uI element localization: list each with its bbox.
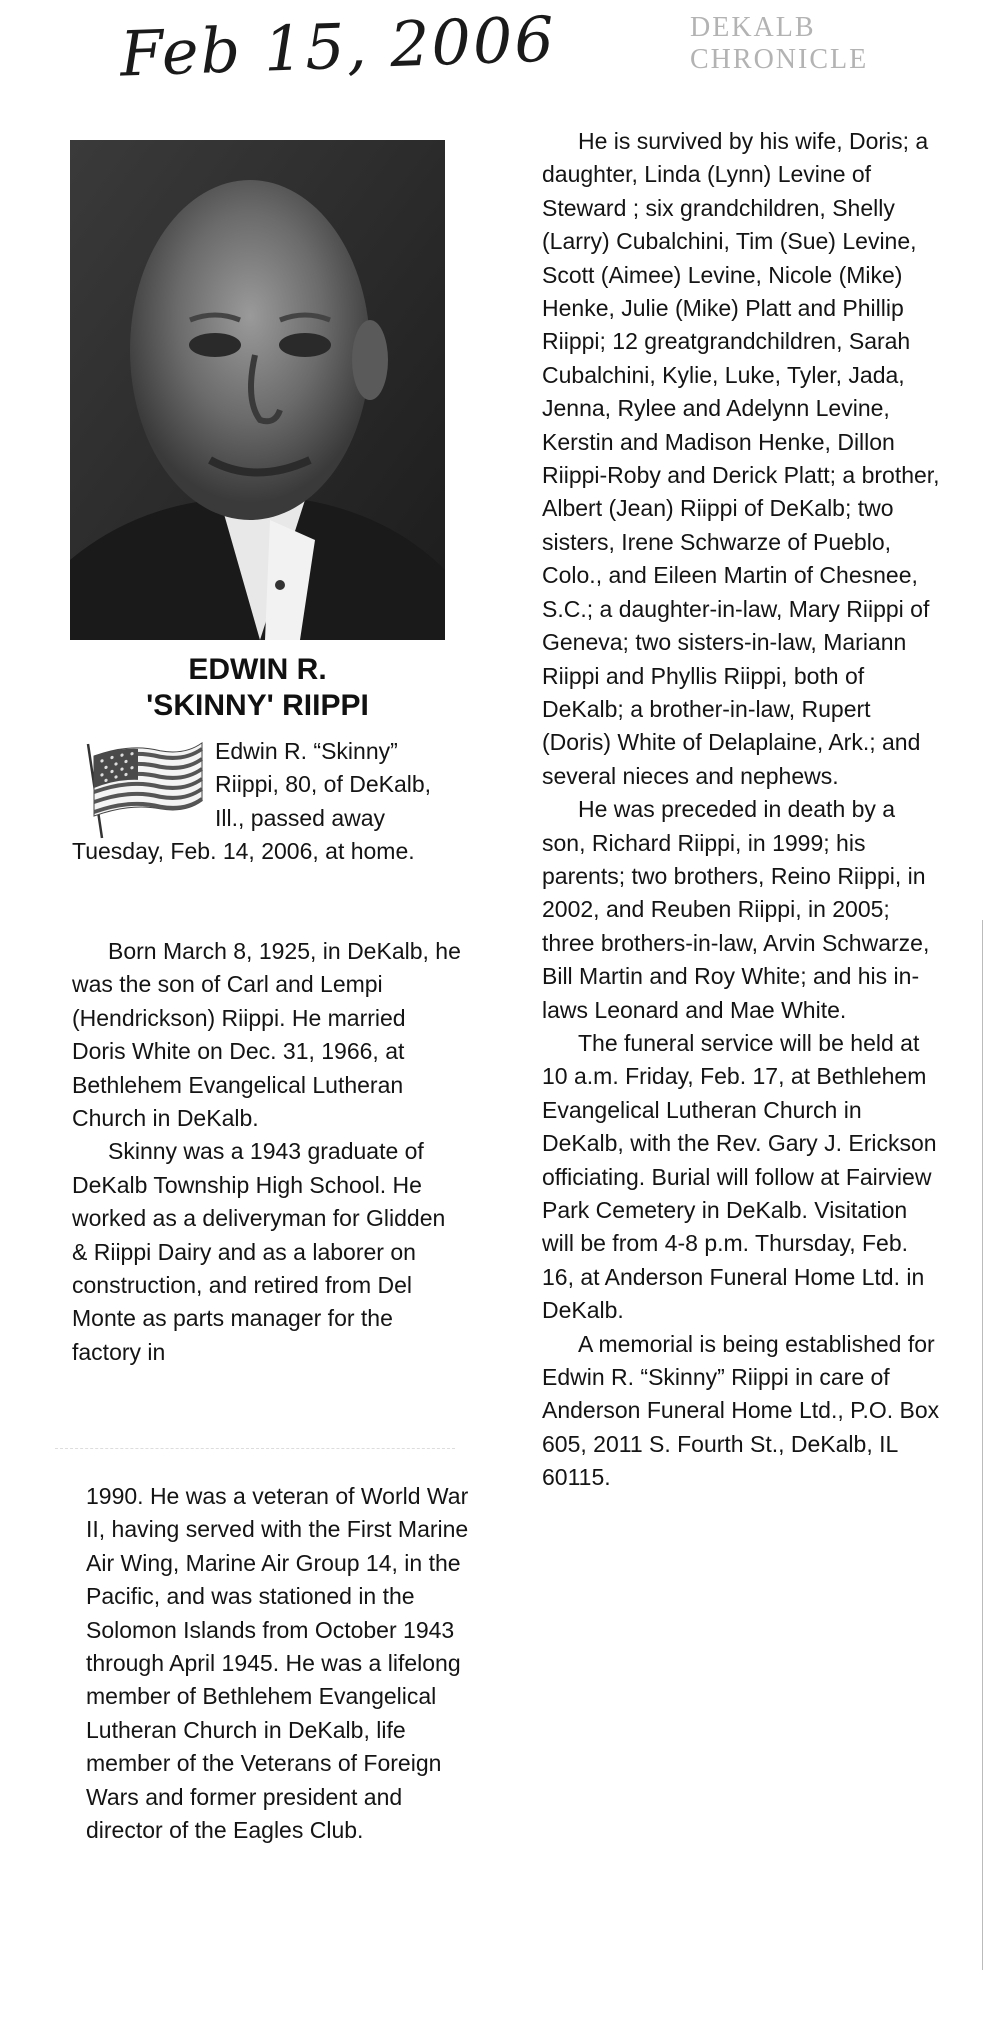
obituary-lead bbox=[72, 735, 462, 869]
portrait-photo bbox=[70, 140, 445, 640]
paragraph-funeral: The funeral service will be held at 10 a.m. Friday, Feb. 17, at Bethlehem Evangelical Lutheran Church in DeKalb, with the Rev. Gary J. Erickson officiating. Burial will follow at Fairview Park Cemetery in DeKalb. Visitation will be from 4-8 p.m. Thursday, Feb. 16, at Anderson Funeral Home Ltd. in DeKalb. bbox=[542, 1029, 937, 1324]
paragraph-military: 1990. He was a veteran of World War II, having served with the First Marine Air Wing, Marine Air Group 14, in the Pacific, and was stationed in the Solomon Islands from October 1943 through April 1945. He was a lifelong member of Bethlehem Evangelical Lutheran Church in DeKalb, life member of the Veterans of Foreign Wars and former president and director of the Eagles Club. bbox=[86, 1483, 469, 1844]
left-column-lower bbox=[86, 1480, 476, 1847]
masthead-fragment: DEKALB CHRONICLE bbox=[690, 12, 869, 75]
paragraph-preceded: He was preceded in death by a son, Richard Riippi, in 1999; his parents; two brothers, Reino Riippi, in 2002, and Reuben Riippi, in 2005; three brothers-in-law, Arvin Schwarze, Bill Martin and Roy White; and his in-laws Leonard and Mae White. bbox=[542, 796, 930, 1023]
headline-nickname: 'SKINNY' RIIPPI bbox=[146, 689, 369, 722]
headline-name: EDWIN R. bbox=[188, 653, 327, 686]
lead-first-lines: Edwin R. “Skinny” Riippi, 80, of DeKalb, Ill., passed away bbox=[215, 738, 432, 831]
paragraph-memorial: A memorial is being established for Edwin R. “Skinny” Riippi in care of Anderson Funeral Home Ltd., P.O. Box 605, 2011 S. Fourth St., DeKalb, IL 60115. bbox=[542, 1330, 940, 1491]
clipping-cut-line bbox=[55, 1448, 455, 1473]
paragraph-birth: Born March 8, 1925, in DeKalb, he was the son of Carl and Lempi (Hendrickson) Riippi. He married Doris White on Dec. 31, 1966, at Bethlehem Evangelical Lutheran Church in DeKalb. bbox=[72, 938, 461, 1132]
obituary-headline bbox=[70, 652, 445, 724]
paragraph-survivors: He is survived by his wife, Doris; a daughter, Linda (Lynn) Levine of Steward ; six grandchildren, Shelly (Larry) Cubalchini, Tim (Sue) Levine, Scott (Aimee) Levine, Nicole (Mike) Henke, Julie (Mike) Platt and Phillip Riippi; 12 greatgrandchildren, Sarah Cubalchini, Kylie, Luke, Tyler, Jada, Jenna, Rylee and Adelynn Levine, Kerstin and Madison Henke, Dillon Riippi-Roby and Derick Platt; a brother, Albert (Jean) Riippi of DeKalb; two sisters, Irene Schwarze of Pueblo, Colo., and Eileen Martin of Chesnee, S.C.; a daughter-in-law, Mary Riippi of Geneva; two sisters-in-law, Mariann Riippi and Phyllis Riippi, both of DeKalb; a brother-in-law, Rupert (Doris) White of Delaplaine, Ark.; and several nieces and nephews. bbox=[542, 128, 940, 789]
lead-rest: Tuesday, Feb. 14, 2006, at home. bbox=[72, 838, 415, 865]
portrait-photo-image bbox=[70, 140, 445, 640]
scan-edge-line bbox=[982, 920, 983, 1970]
right-column bbox=[542, 125, 942, 1495]
left-column-upper bbox=[72, 935, 462, 1369]
handwritten-date: Feb 15, 2006 bbox=[118, 2, 557, 91]
paragraph-career: Skinny was a 1943 graduate of DeKalb Township High School. He worked as a deliveryman for Glidden & Riippi Dairy and as a laborer on construction, and retired from Del Monte as parts manager for the factory in bbox=[72, 1138, 446, 1365]
